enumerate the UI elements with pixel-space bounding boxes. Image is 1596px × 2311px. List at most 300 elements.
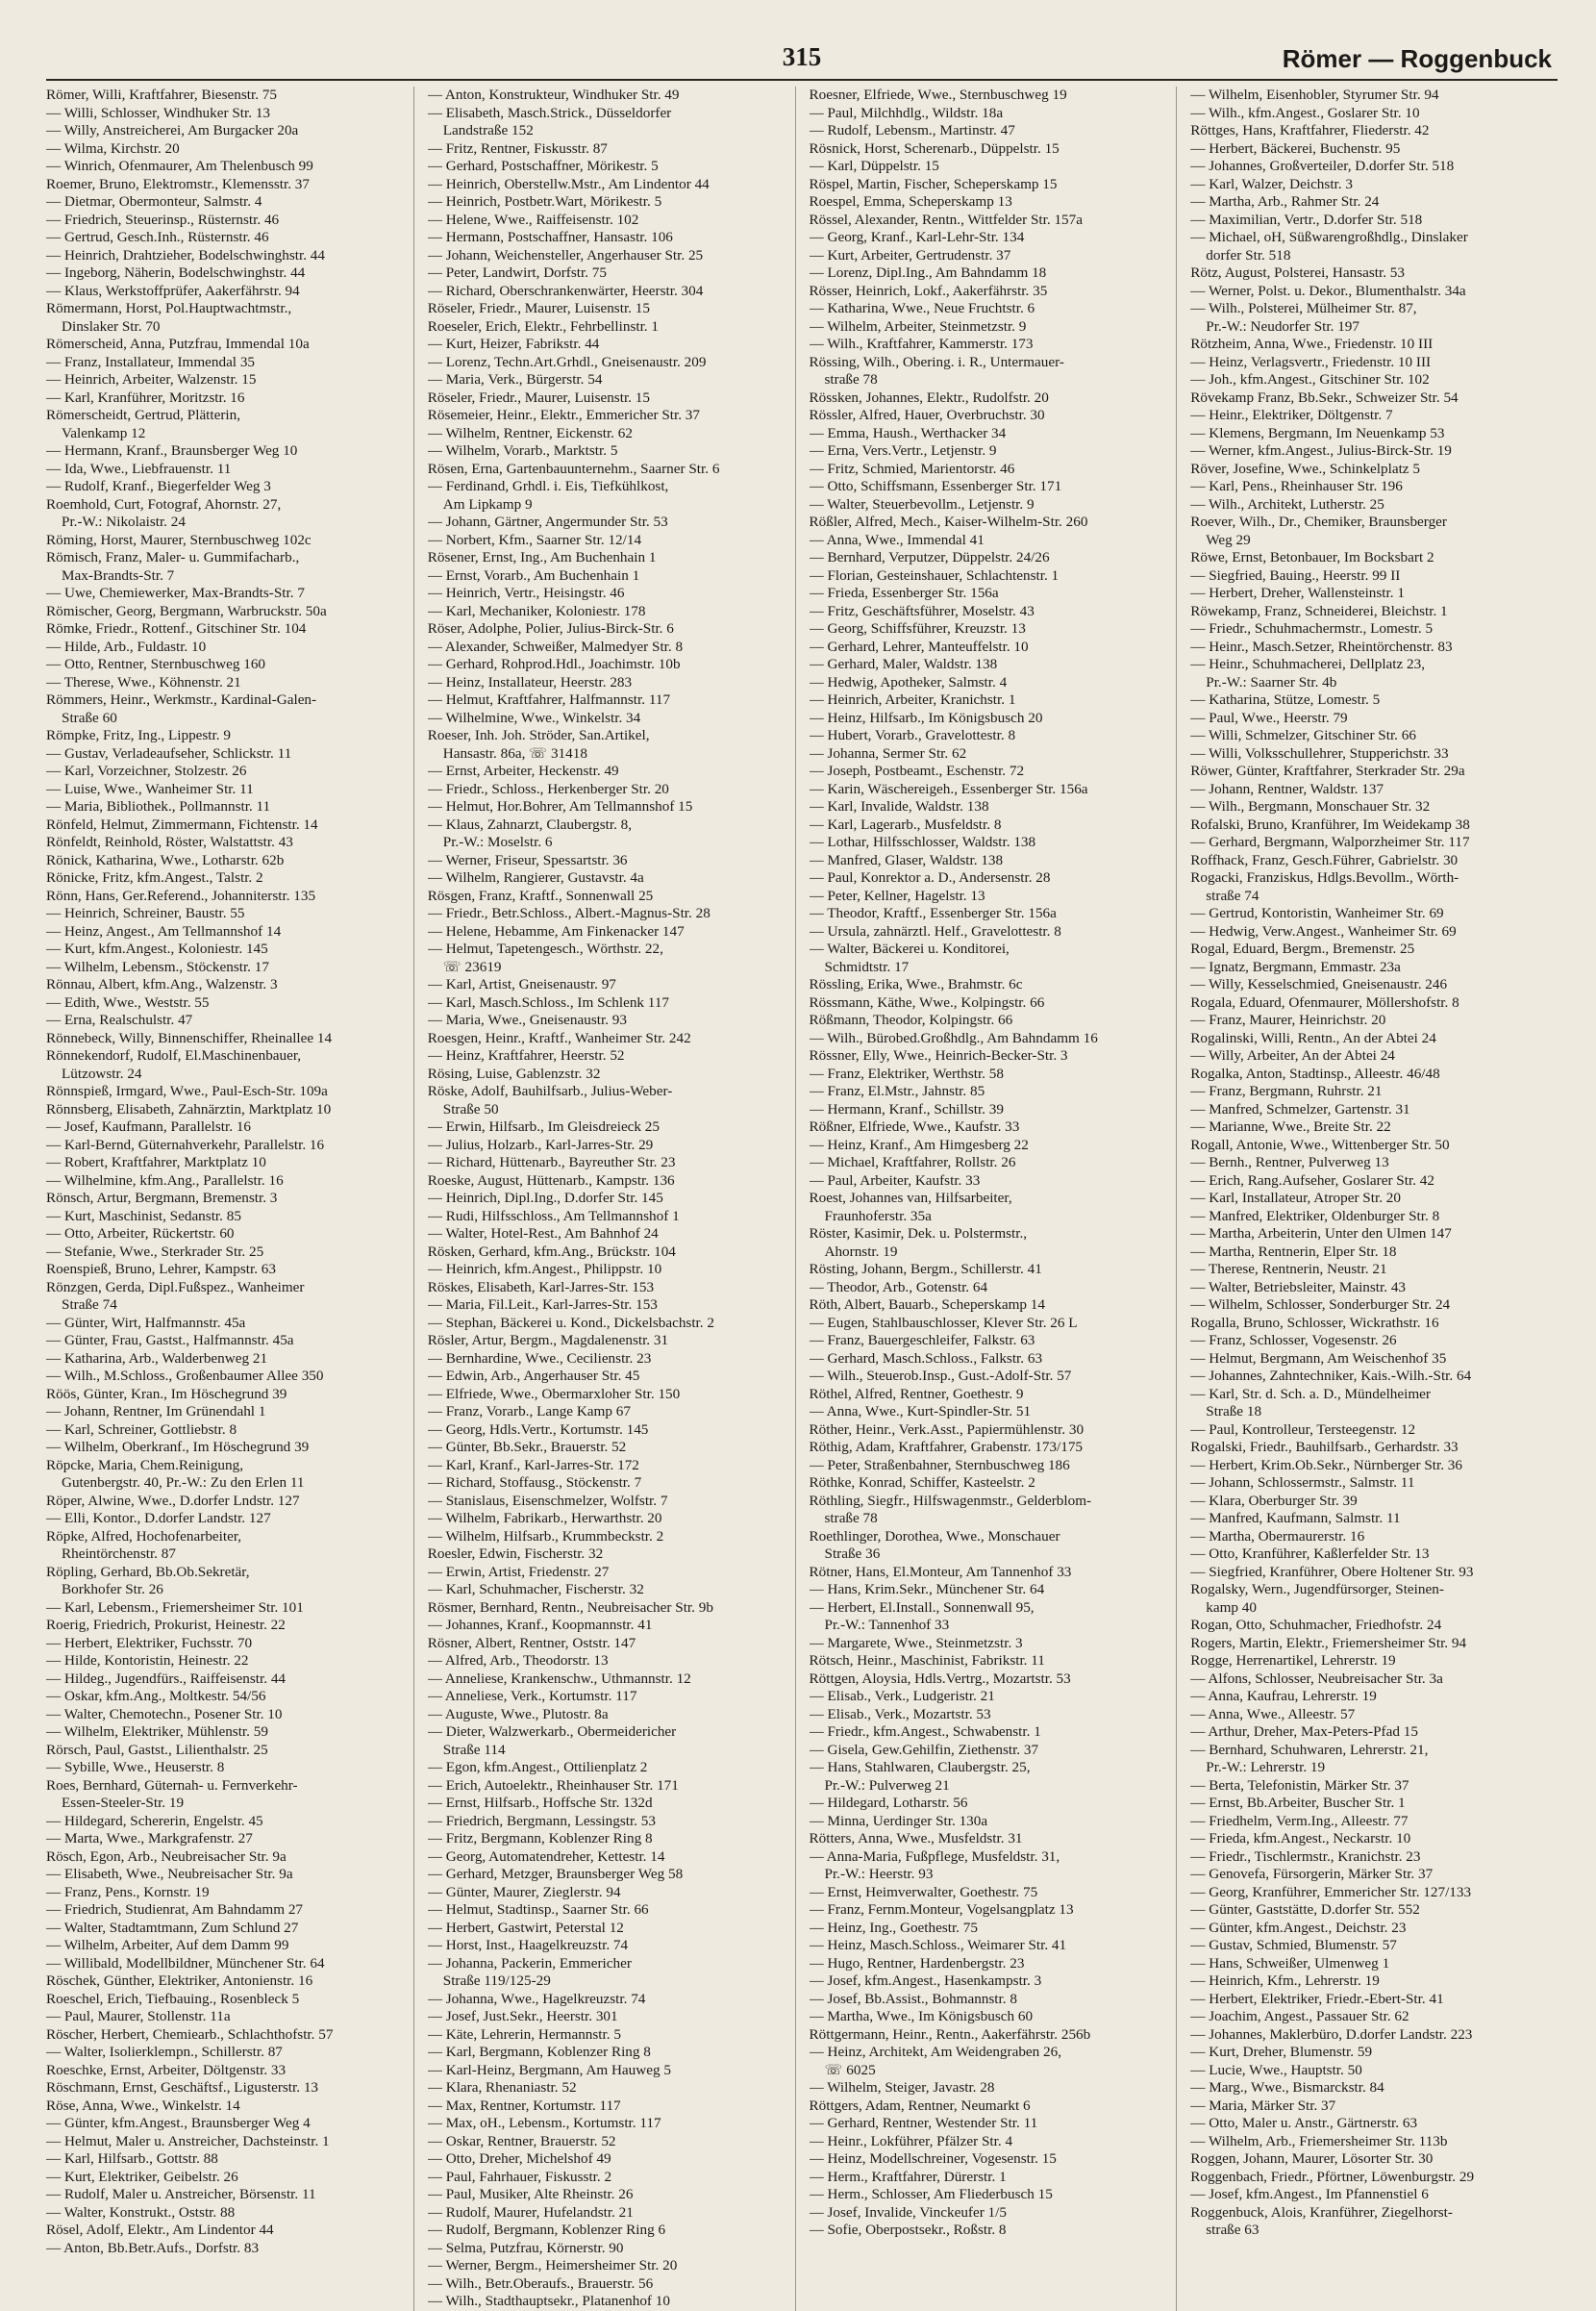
directory-entry: Rönicke, Fritz, kfm.Angest., Talstr. 2	[46, 869, 263, 886]
directory-entry: Rösen, Erna, Gartenbauunternehm., Saarner Str. 6	[427, 460, 720, 477]
directory-entry: — Hedwig, Apotheker, Salmstr. 4	[809, 673, 1008, 691]
directory-entry: Röttges, Hans, Kraftfahrer, Fliederstr. 42	[1190, 122, 1430, 138]
directory-entry: Röver, Josefine, Wwe., Schinkelplatz 5	[1190, 460, 1420, 477]
directory-entry: — Wilhelm, Steiger, Javastr. 28	[809, 2079, 995, 2096]
directory-entry: — Fritz, Schmied, Marientorstr. 46	[809, 460, 1015, 477]
directory-entry: — Wilhelm, Rangierer, Gustavstr. 4a	[427, 869, 644, 886]
directory-entry: Röös, Günter, Kran., Im Höschegrund 39	[46, 1385, 287, 1402]
directory-entry: — Kurt, Elektriker, Geibelstr. 26	[46, 2168, 238, 2185]
directory-entry: — Florian, Gesteinshauer, Schlachtenstr. 1	[809, 566, 1060, 584]
directory-entry: — Gerhard, Metzger, Braunsberger Weg 58	[427, 1866, 684, 1882]
directory-entry: — Werner, Bergm., Heimersheimer Str. 20	[427, 2257, 678, 2273]
directory-entry: — Heinrich, Kfm., Lehrerstr. 19	[1190, 1972, 1380, 1989]
directory-entry: Rövekamp Franz, Bb.Sekr., Schweizer Str. 54	[1190, 389, 1459, 406]
directory-entry: — Wilh., M.Schloss., Großenbaumer Allee 350	[46, 1368, 324, 1384]
directory-entry: — Georg, Hdls.Vertr., Kortumstr. 145	[427, 1420, 649, 1438]
directory-entry: — Anton, Konstrukteur, Windhuker Str. 49	[427, 87, 680, 103]
directory-entry: — Walter, Isolierklempn., Schillerstr. 87	[46, 2044, 283, 2060]
directory-entry: — Herbert, Krim.Ob.Sekr., Nürnberger Str. 36	[1190, 1456, 1462, 1473]
directory-entry: — Karl, Schuhmacher, Fischerstr. 32	[427, 1581, 644, 1597]
directory-entry: — Erich, Autoelektr., Rheinhauser Str. 171	[427, 1776, 679, 1794]
directory-entry: — Heinz, Modellschreiner, Vogesenstr. 15	[809, 2150, 1057, 2167]
directory-entry: — Eugen, Stahlbauschlosser, Klever Str. 26 L	[809, 1314, 1078, 1331]
directory-entry: Am Lipkamp 9	[442, 495, 533, 513]
directory-entry: ☏ 6025	[824, 2061, 876, 2078]
directory-entry: — Anna-Maria, Fußpflege, Musfeldstr. 31,	[809, 1847, 1060, 1865]
directory-entry: — Kurt, Arbeiter, Gertrudenstr. 37	[809, 246, 1011, 264]
directory-entry: — Oskar, kfm.Ang., Moltkestr. 54/56	[46, 1688, 266, 1704]
directory-entry: Ahornstr. 19	[824, 1243, 898, 1260]
directory-entry: — Werner, Polst. u. Dekor., Blumenthalstr. 34a	[1190, 282, 1466, 299]
directory-entry: — Karl, Bergmann, Koblenzer Ring 8	[427, 2044, 651, 2060]
directory-entry: — Anneliese, Krankenschw., Uthmannstr. 12	[427, 1670, 691, 1687]
directory-entry: — Marg., Wwe., Bismarckstr. 84	[1190, 2079, 1384, 2096]
directory-entry: — Johannes, Großverteiler, D.dorfer Str. 518	[1190, 158, 1455, 174]
directory-entry: — Wilhelm, Arb., Friemersheimer Str. 113b	[1190, 2132, 1448, 2149]
directory-entry: Rogalla, Bruno, Schlosser, Wickrathstr. 16	[1190, 1314, 1439, 1331]
directory-entry: — Paul, Konrektor a. D., Andersenstr. 28	[809, 869, 1051, 886]
directory-entry: — Berta, Telefonistin, Märker Str. 37	[1190, 1776, 1409, 1794]
directory-entry: — Helene, Hebamme, Am Finkenacker 147	[427, 922, 685, 940]
directory-entry: Pr.-W.: Heerstr. 93	[824, 1866, 934, 1882]
directory-entry: Dinslaker Str. 70	[62, 317, 161, 335]
directory-entry: — Heinrich, Postbetr.Wart, Mörikestr. 5	[427, 193, 662, 210]
directory-entry: Straße 36	[824, 1545, 881, 1562]
directory-entry: — Manfred, Elektriker, Oldenburger Str. 8	[1190, 1207, 1440, 1224]
directory-entry: Röse, Anna, Wwe., Winkelstr. 14	[46, 2097, 240, 2114]
directory-entry: — Johanna, Sermer Str. 62	[809, 744, 967, 762]
directory-entry: — Rudolf, Maler u. Anstreicher, Börsenstr. 11	[46, 2186, 316, 2202]
directory-entry: — Maria, Bibliothek., Pollmannstr. 11	[46, 798, 271, 815]
directory-entry: — Karl, Lebensm., Friemersheimer Str. 101	[46, 1598, 304, 1616]
directory-entry: — Rudolf, Maurer, Hufelandstr. 21	[427, 2203, 634, 2221]
directory-entry: — Wilh., Steuerob.Insp., Gust.-Adolf-Str. 57	[809, 1368, 1072, 1384]
directory-entry: — Maria, Wwe., Gneisenaustr. 93	[427, 1012, 627, 1028]
directory-entry: — Lucie, Wwe., Hauptstr. 50	[1190, 2061, 1362, 2078]
directory-entry: Roemhold, Curt, Fotograf, Ahornstr. 27,	[46, 495, 282, 513]
directory-entry: — Luise, Wwe., Wanheimer Str. 11	[46, 780, 254, 797]
directory-entry: — Heinz, Ing., Goethestr. 75	[809, 1919, 978, 1936]
directory-entry: Roes, Bernhard, Güternah- u. Fernverkehr-	[46, 1776, 298, 1794]
directory-entry: — Julius, Holzarb., Karl-Jarres-Str. 29	[427, 1136, 654, 1153]
directory-entry: — Heinrich, kfm.Angest., Philippstr. 10	[427, 1261, 662, 1277]
directory-entry: — Helmut, Maler u. Anstreicher, Dachsteinstr. 1	[46, 2132, 330, 2149]
directory-entry: — Wilhelm, Vorarb., Marktstr. 5	[427, 442, 618, 459]
directory-entry: — Willy, Anstreicherei, Am Burgacker 20a	[46, 122, 299, 138]
directory-entry: — Günter, kfm.Angest., Deichstr. 23	[1190, 1919, 1407, 1936]
directory-entry: — Gerhard, Bergmann, Walporzheimer Str. 117	[1190, 834, 1470, 850]
directory-entry: — Wilh., kfm.Angest., Goslarer Str. 10	[1190, 104, 1420, 121]
directory-entry: — Heinz, Angest., Am Tellmannshof 14	[46, 922, 282, 940]
directory-entry: — Maria, Fil.Leit., Karl-Jarres-Str. 153	[427, 1296, 658, 1313]
directory-entry: — Auguste, Wwe., Plutostr. 8a	[427, 1705, 609, 1722]
directory-entry: straße 78	[824, 1510, 878, 1526]
directory-entry: Roeseler, Erich, Elektr., Fehrbellinstr. 1	[427, 317, 659, 335]
directory-entry: Rönsch, Artur, Bergmann, Bremenstr. 3	[46, 1190, 278, 1206]
directory-entry: dorfer Str. 518	[1206, 246, 1291, 264]
directory-entry: Röth, Albert, Bauarb., Scheperskamp 14	[809, 1296, 1045, 1313]
directory-entry: — Maximilian, Vertr., D.dorfer Str. 518	[1190, 211, 1423, 228]
directory-entry: Straße 60	[62, 709, 117, 726]
directory-entry: — Wilma, Kirchstr. 20	[46, 139, 180, 157]
running-head: Römer — Roggenbuck	[1282, 44, 1552, 73]
directory-entry: — Franz, El.Mstr., Jahnstr. 85	[809, 1083, 985, 1099]
directory-entry: — Peter, Kellner, Hagelstr. 13	[809, 887, 985, 904]
directory-entry: Röming, Horst, Maurer, Sternbuschweg 102c	[46, 531, 312, 548]
directory-entry: Roerig, Friedrich, Prokurist, Heinestr. 22	[46, 1617, 286, 1633]
directory-entry: — Josef, kfm.Angest., Hasenkampstr. 3	[809, 1972, 1042, 1989]
directory-entry: Rogal, Eduard, Bergm., Bremenstr. 25	[1190, 941, 1415, 957]
directory-entry: Rönick, Katharina, Wwe., Lotharstr. 62b	[46, 851, 285, 868]
directory-entry: Roeschke, Ernst, Arbeiter, Döltgenstr. 33	[46, 2061, 287, 2078]
directory-entry: — Siegfried, Kranführer, Obere Holtener Str. 93	[1190, 1563, 1474, 1580]
directory-entry: Rönzgen, Gerda, Dipl.Fußspez., Wanheimer	[46, 1278, 305, 1295]
directory-entry: — Klara, Rhenaniastr. 52	[427, 2079, 577, 2096]
directory-entry: Rösing, Luise, Gablenzstr. 32	[427, 1065, 601, 1082]
directory-entry: Römerscheid, Anna, Putzfrau, Immendal 10a	[46, 336, 310, 352]
directory-entry: Römmers, Heinr., Werkmstr., Kardinal-Galen-	[46, 691, 317, 708]
directory-entry: Rönnekendorf, Rudolf, El.Maschinenbauer,	[46, 1047, 302, 1064]
directory-entry: — Wilh., Betr.Oberaufs., Brauerstr. 56	[427, 2274, 654, 2292]
directory-entry: — Gerhard, Maler, Waldstr. 138	[809, 656, 998, 672]
directory-entry: — Karl, Vorzeichner, Stolzestr. 26	[46, 763, 247, 779]
directory-entry: — Johanna, Packerin, Emmericher	[427, 1954, 632, 1972]
directory-entry: — Fritz, Geschäftsführer, Moselstr. 43	[809, 602, 1035, 619]
directory-entry: — Hilde, Arb., Fuldastr. 10	[46, 638, 207, 655]
directory-entry: — Minna, Uerdinger Str. 130a	[809, 1812, 988, 1829]
directory-entry: — Friedr., Betr.Schloss., Albert.-Magnus-Str. 28	[427, 905, 711, 921]
directory-entry: Rogan, Otto, Schuhmacher, Friedhofstr. 24	[1190, 1617, 1442, 1633]
directory-entry: — Hildegard, Schererin, Engelstr. 45	[46, 1812, 263, 1829]
directory-entry: Rogalski, Friedr., Bauhilfsarb., Gerhardstr. 33	[1190, 1439, 1459, 1455]
directory-entry: — Alfons, Schlosser, Neubreisacher Str. 3a	[1190, 1670, 1443, 1687]
directory-entry: — Heinrich, Arbeiter, Walzenstr. 15	[46, 371, 257, 388]
directory-entry: Straße 74	[62, 1296, 117, 1313]
directory-entry: — Karl, Kranf., Karl-Jarres-Str. 172	[427, 1456, 639, 1473]
directory-entry: — Heinz, Verlagsvertr., Friedenstr. 10 III	[1190, 353, 1432, 370]
directory-entry: — Hermann, Postschaffner, Hansastr. 106	[427, 229, 673, 245]
directory-entry: Rösmer, Bernhard, Rentn., Neubreisacher Str. 9b	[427, 1598, 713, 1616]
directory-entry: — Klemens, Bergmann, Im Neuenkamp 53	[1190, 424, 1445, 441]
directory-entry: — Gustav, Schmied, Blumenstr. 57	[1190, 1937, 1397, 1953]
directory-entry: — Ida, Wwe., Liebfrauenstr. 11	[46, 460, 232, 477]
directory-entry: — Otto, Maler u. Anstr., Gärtnerstr. 63	[1190, 2115, 1418, 2131]
directory-entry: — Ernst, Bb.Arbeiter, Buscher Str. 1	[1190, 1795, 1406, 1811]
directory-entry: — Anna, Wwe., Alleestr. 57	[1190, 1705, 1356, 1722]
directory-entry: — Otto, Kranführer, Kaßlerfelder Str. 13	[1190, 1545, 1430, 1562]
directory-entry: Rogers, Martin, Elektr., Friemersheimer Str. 94	[1190, 1634, 1467, 1651]
directory-entry: — Gisela, Gew.Gehilfin, Ziethenstr. 37	[809, 1741, 1039, 1758]
directory-entry: — Martha, Wwe., Im Königsbusch 60	[809, 2008, 1034, 2024]
directory-entry: — Paul, Milchhdlg., Wildstr. 18a	[809, 104, 1004, 121]
directory-entry: — Walter, Konstrukt., Oststr. 88	[46, 2203, 236, 2221]
directory-entry: Röspel, Martin, Fischer, Scheperskamp 15	[809, 175, 1058, 192]
directory-entry: — Theodor, Arb., Gotenstr. 64	[809, 1278, 988, 1295]
directory-entry: Rösner, Albert, Rentner, Oststr. 147	[427, 1634, 636, 1651]
directory-entry: — Johanna, Wwe., Hagelkreuzstr. 74	[427, 1990, 646, 2007]
directory-entry: — Helmut, Hor.Bohrer, Am Tellmannshof 15	[427, 798, 693, 815]
directory-entry: — Erna, Realschulstr. 47	[46, 1012, 193, 1028]
directory-entry: — Martha, Obermaurerstr. 16	[1190, 1527, 1365, 1545]
directory-entry: — Josef, Invalide, Vinckeufer 1/5	[809, 2203, 1007, 2221]
directory-entry: — Anneliese, Verk., Kortumstr. 117	[427, 1688, 637, 1704]
directory-entry: Rogalinski, Willi, Rentn., An der Abtei 24	[1190, 1029, 1436, 1046]
directory-entry: — Otto, Arbeiter, Rückertstr. 60	[46, 1225, 235, 1242]
directory-entry: — Walter, Hotel-Rest., Am Bahnhof 24	[427, 1225, 659, 1242]
directory-entry: — Dietmar, Obermonteur, Salmstr. 4	[46, 193, 262, 210]
directory-entry: — Erich, Rang.Aufseher, Goslarer Str. 42	[1190, 1171, 1434, 1189]
directory-entry: — Sybille, Wwe., Heuserstr. 8	[46, 1759, 225, 1775]
directory-entry: — Heinz, Hilfsarb., Im Königsbusch 20	[809, 709, 1043, 726]
directory-entry: — Josef, Kaufmann, Parallelstr. 16	[46, 1118, 252, 1135]
directory-entry: — Erwin, Artist, Friedenstr. 27	[427, 1563, 610, 1580]
directory-entry: Roesgen, Heinr., Kraftf., Wanheimer Str. 242	[427, 1029, 691, 1046]
directory-entry: Rönnau, Albert, kfm.Ang., Walzenstr. 3	[46, 976, 278, 992]
directory-entry: Röther, Heinr., Verk.Asst., Papiermühlenstr. 30	[809, 1420, 1085, 1438]
directory-entry: Roeske, August, Hüttenarb., Kampstr. 136	[427, 1171, 675, 1189]
directory-entry: — Gerhard, Rohprod.Hdl., Joachimstr. 10b	[427, 656, 681, 672]
directory-entry: Röttgermann, Heinr., Rentn., Aakerfährstr. 256b	[809, 2025, 1091, 2043]
directory-entry: — Günter, Wirt, Halfmannstr. 45a	[46, 1314, 246, 1331]
directory-entry: — Georg, Kranf., Karl-Lehr-Str. 134	[809, 229, 1025, 245]
directory-entry: — Karl-Bernd, Güternahverkehr, Parallelstr. 16	[46, 1136, 325, 1153]
directory-entry: Rönfeldt, Reinhold, Röster, Walstattstr. 43	[46, 834, 293, 850]
directory-entry: Röster, Kasimir, Dek. u. Polstermstr.,	[809, 1225, 1028, 1242]
directory-entry: — Katharina, Stütze, Lomestr. 5	[1190, 691, 1381, 708]
directory-entry: — Wilhelm, Arbeiter, Steinmetzstr. 9	[809, 317, 1027, 335]
directory-entry: — Hubert, Vorarb., Gravelottestr. 8	[809, 727, 1016, 743]
directory-entry: — Karl, Artist, Gneisenaustr. 97	[427, 976, 616, 992]
directory-entry: Rössmann, Käthe, Wwe., Kolpingstr. 66	[809, 993, 1045, 1011]
directory-entry: — Margarete, Wwe., Steinmetzstr. 3	[809, 1634, 1023, 1651]
directory-entry: Röper, Alwine, Wwe., D.dorfer Lndstr. 127	[46, 1492, 300, 1509]
directory-entry: — Heinz, Kranf., Am Himgesberg 22	[809, 1136, 1029, 1153]
directory-entry: — Walter, Stadtamtmann, Zum Schlund 27	[46, 1919, 299, 1936]
directory-entry: Röseler, Friedr., Maurer, Luisenstr. 15	[427, 300, 650, 316]
directory-entry: — Rudolf, Kranf., Biegerfelder Weg 3	[46, 478, 271, 494]
directory-entry: Röschmann, Ernst, Geschäftsf., Ligusterstr. 13	[46, 2079, 319, 2096]
directory-entry: — Wilhelm, Oberkranf., Im Höschegrund 39	[46, 1439, 310, 1455]
directory-entry: — Edith, Wwe., Weststr. 55	[46, 993, 210, 1011]
directory-entry: — Karl, Masch.Schloss., Im Schlenk 117	[427, 993, 670, 1011]
directory-entry: — Stefanie, Wwe., Sterkrader Str. 25	[46, 1243, 264, 1260]
directory-entry: Röscher, Herbert, Chemiearb., Schlachthofstr. 57	[46, 2025, 334, 2043]
directory-entry: — Bernhardine, Wwe., Cecilienstr. 23	[427, 1349, 652, 1367]
page-number: 315	[782, 42, 822, 71]
directory-entry: — Sofie, Oberpostsekr., Roßstr. 8	[809, 2222, 1007, 2238]
directory-entry: — Franz, Installateur, Immendal 35	[46, 353, 256, 370]
directory-entry: Roggenbuck, Alois, Kranführer, Ziegelhorst-	[1190, 2203, 1453, 2221]
directory-entry: Röttgen, Aloysia, Hdls.Vertrg., Mozartstr. 53	[809, 1670, 1071, 1687]
directory-entry: — Otto, Rentner, Sternbuschweg 160	[46, 656, 266, 672]
directory-entry: — Karl, Walzer, Deichstr. 3	[1190, 175, 1353, 192]
directory-entry: — Manfred, Kaufmann, Salmstr. 11	[1190, 1510, 1401, 1526]
directory-entry: — Paul, Arbeiter, Kaufstr. 33	[809, 1171, 981, 1189]
directory-entry: — Selma, Putzfrau, Körnerstr. 90	[427, 2239, 624, 2256]
directory-entry: — Willi, Volksschullehrer, Stupperichstr. 33	[1190, 744, 1449, 762]
directory-entry: Rösel, Adolf, Elektr., Am Lindentor 44	[46, 2222, 274, 2238]
directory-entry: — Richard, Hüttenarb., Bayreuther Str. 23	[427, 1154, 676, 1170]
directory-entry: — Heinz, Architekt, Am Weidengraben 26,	[809, 2044, 1062, 2060]
directory-entry: Roggen, Johann, Maurer, Lösorter Str. 30	[1190, 2150, 1434, 2167]
directory-entry: — Hilde, Kontoristin, Heinestr. 22	[46, 1652, 249, 1669]
directory-entry: — Joseph, Postbeamt., Eschenstr. 72	[809, 763, 1025, 779]
directory-entry: — Heinr., Masch.Setzer, Rheintörchenstr. 83	[1190, 638, 1453, 655]
directory-entry: Rötz, August, Polsterei, Hansastr. 53	[1190, 264, 1405, 281]
directory-entry: Hansastr. 86a, ☏ 31418	[442, 744, 587, 762]
directory-entry: — Karl-Heinz, Bergmann, Am Hauweg 5	[427, 2061, 671, 2078]
directory-entry: — Otto, Schiffsmann, Essenberger Str. 171	[809, 478, 1062, 494]
directory-entry: Rössing, Wilh., Obering. i. R., Untermauer-	[809, 353, 1064, 370]
directory-entry: — Heinrich, Arbeiter, Kranichstr. 1	[809, 691, 1016, 708]
directory-entry: — Heinrich, Dipl.Ing., D.dorfer Str. 145	[427, 1190, 663, 1206]
directory-entry: Römke, Friedr., Rottenf., Gitschiner Str. 104	[46, 620, 307, 637]
directory-entry: — Walter, Betriebsleiter, Mainstr. 43	[1190, 1278, 1407, 1295]
directory-entry: — Edwin, Arb., Angerhauser Str. 45	[427, 1368, 640, 1384]
directory-entry: Rönfeld, Helmut, Zimmermann, Fichtenstr. 14	[46, 816, 318, 833]
directory-entry: Pr.-W.: Lehrerstr. 19	[1206, 1759, 1326, 1775]
directory-entry: — Siegfried, Bauing., Heerstr. 99 II	[1190, 566, 1401, 584]
directory-entry: Rogalsky, Wern., Jugendfürsorger, Steinen-	[1190, 1581, 1444, 1597]
directory-entry: — Hermann, Kranf., Schillstr. 39	[809, 1100, 1004, 1118]
directory-entry: Roespel, Emma, Scheperskamp 13	[809, 193, 1012, 210]
directory-entry: Röthel, Alfred, Rentner, Goethestr. 9	[809, 1385, 1024, 1402]
column-2	[428, 87, 796, 2311]
directory-entry: — Richard, Oberschrankenwärter, Heerstr. 304	[427, 282, 704, 299]
directory-entry: — Marianne, Wwe., Breite Str. 22	[1190, 1118, 1391, 1135]
directory-entry: Rönnebeck, Willy, Binnenschiffer, Rheinallee 14	[46, 1029, 333, 1046]
directory-entry: Gutenbergstr. 40, Pr.-W.: Zu den Erlen 11	[62, 1474, 305, 1491]
directory-entry: — Erna, Vers.Vertr., Letjenstr. 9	[809, 442, 997, 459]
directory-entry: — Herbert, Elektriker, Fuchsstr. 70	[46, 1634, 253, 1651]
directory-entry: — Günter, Frau, Gastst., Halfmannstr. 45a	[46, 1332, 294, 1348]
directory-entry: — Heinz, Masch.Schloss., Weimarer Str. 41	[809, 1937, 1067, 1953]
directory-entry: — Walter, Steuerbevollm., Letjenstr. 9	[809, 495, 1035, 513]
directory-entry: — Heinrich, Vertr., Heisingstr. 46	[427, 585, 625, 601]
directory-entry: — Klara, Oberburger Str. 39	[1190, 1492, 1358, 1509]
directory-entry: Rötsch, Heinr., Maschinist, Fabrikstr. 11	[809, 1652, 1045, 1669]
directory-entry: — Karl, Pens., Rheinhauser Str. 196	[1190, 478, 1403, 494]
directory-entry: Römerscheidt, Gertrud, Plätterin,	[46, 407, 241, 423]
directory-entry: Straße 50	[442, 1100, 499, 1118]
directory-entry: — Josef, kfm.Angest., Im Pfannenstiel 6	[1190, 2186, 1429, 2202]
directory-entry: — Franz, Schlosser, Vogesenstr. 26	[1190, 1332, 1397, 1348]
directory-entry: Röttgers, Adam, Rentner, Neumarkt 6	[809, 2097, 1031, 2114]
directory-entry: — Bernhard, Schuhwaren, Lehrerstr. 21,	[1190, 1741, 1429, 1758]
directory-entry: — Genovefa, Fürsorgerin, Märker Str. 37	[1190, 1866, 1434, 1882]
directory-entry: — Willi, Schmelzer, Gitschiner Str. 66	[1190, 727, 1416, 743]
directory-entry: — Erwin, Hilfsarb., Im Gleisdreieck 25	[427, 1118, 660, 1135]
directory-entry: Pr.-W.: Neudorfer Str. 197	[1206, 317, 1359, 335]
directory-entry: — Herm., Schlosser, Am Fliederbusch 15	[809, 2186, 1053, 2202]
directory-entry: — Wilhelm, Eisenhobler, Styrumer Str. 94	[1190, 87, 1439, 103]
directory-entry: — Martha, Rentnerin, Elper Str. 18	[1190, 1243, 1397, 1260]
directory-entry: Röthig, Adam, Kraftfahrer, Grabenstr. 173/175	[809, 1439, 1084, 1455]
directory-entry: — Klaus, Zahnarzt, Claubergstr. 8,	[427, 816, 633, 833]
directory-entry: — Paul, Kontrolleur, Tersteegenstr. 12	[1190, 1420, 1416, 1438]
directory-entry: Roesler, Edwin, Fischerstr. 32	[427, 1545, 604, 1562]
directory-entry: Röwe, Ernst, Betonbauer, Im Bocksbart 2	[1190, 549, 1434, 565]
directory-entry: — Maria, Verk., Bürgerstr. 54	[427, 371, 603, 388]
directory-entry: — Franz, Elektriker, Werthstr. 58	[809, 1065, 1004, 1082]
directory-entry: — Paul, Wwe., Heerstr. 79	[1190, 709, 1348, 726]
directory-entry: Rofalski, Bruno, Kranführer, Im Weidekamp 38	[1190, 816, 1470, 833]
directory-entry: — Wilhelm, Lebensm., Stöckenstr. 17	[46, 958, 269, 975]
directory-entry: Rösch, Egon, Arb., Neubreisacher Str. 9a	[46, 1847, 287, 1865]
directory-entry: — Herbert, Gastwirt, Peterstal 12	[427, 1919, 624, 1936]
directory-entry: Rogall, Antonie, Wwe., Wittenberger Str. 50	[1190, 1136, 1450, 1153]
directory-entry: kamp 40	[1206, 1598, 1257, 1616]
directory-entry: — Friedr., Schloss., Herkenberger Str. 20	[427, 780, 669, 797]
directory-entry: Rösting, Johann, Bergm., Schillerstr. 41	[809, 1261, 1042, 1277]
directory-entry: — Ernst, Heimverwalter, Goethestr. 75	[809, 1883, 1038, 1900]
directory-entry: Rösken, Gerhard, kfm.Ang., Brückstr. 104	[427, 1243, 676, 1260]
directory-entry: — Heinr., Schuhmacherei, Dellplatz 23,	[1190, 656, 1426, 672]
directory-entry: — Franz, Pens., Kornstr. 19	[46, 1883, 210, 1900]
directory-entry: — Franz, Fernm.Monteur, Vogelsangplatz 13	[809, 1901, 1074, 1918]
column-4	[1190, 87, 1558, 2311]
directory-entry: ☏ 23619	[442, 958, 502, 975]
column-3	[810, 87, 1178, 2311]
directory-entry: — Günter, Maurer, Zieglerstr. 94	[427, 1883, 621, 1900]
directory-entry: — Karin, Wäschereigeh., Essenberger Str. 156a	[809, 780, 1088, 797]
directory-entry: — Willi, Schlosser, Windhuker Str. 13	[46, 104, 271, 121]
directory-entry: — Marta, Wwe., Markgrafenstr. 27	[46, 1830, 253, 1846]
directory-entry: — Herm., Kraftfahrer, Dürerstr. 1	[809, 2168, 1007, 2185]
directory-entry: — Max, oH., Lebensm., Kortumstr. 117	[427, 2115, 661, 2131]
directory-entry: — Max, Rentner, Kortumstr. 117	[427, 2097, 621, 2114]
directory-entry: — Paul, Fahrhauer, Fiskusstr. 2	[427, 2168, 612, 2185]
directory-entry: — Kurt, kfm.Angest., Koloniestr. 145	[46, 941, 268, 957]
directory-entry: Pr.-W.: Pulverweg 21	[824, 1776, 950, 1794]
directory-entry: Roever, Wilh., Dr., Chemiker, Braunsberger	[1190, 514, 1447, 530]
directory-entry: — Günter, kfm.Angest., Braunsberger Weg 4	[46, 2115, 311, 2131]
directory-entry: Rogacki, Franziskus, Hdlgs.Bevollm., Wörth-	[1190, 869, 1459, 886]
directory-entry: — Willy, Arbeiter, An der Abtei 24	[1190, 1047, 1395, 1064]
directory-entry: — Anna, Wwe., Immendal 41	[809, 531, 985, 548]
directory-entry: — Bernh., Rentner, Pulverweg 13	[1190, 1154, 1389, 1170]
directory-entry: — Hermann, Kranf., Braunsberger Weg 10	[46, 442, 298, 459]
directory-entry: — Fritz, Bergmann, Koblenzer Ring 8	[427, 1830, 653, 1846]
directory-entry: Rötner, Hans, El.Monteur, Am Tannenhof 33	[809, 1563, 1072, 1580]
directory-entry: — Anna, Wwe., Kurt-Spindler-Str. 51	[809, 1403, 1032, 1419]
directory-entry: Röseler, Friedr., Maurer, Luisenstr. 15	[427, 389, 650, 406]
directory-entry: — Heinr., Lokführer, Pfälzer Str. 4	[809, 2132, 1013, 2149]
column-1	[46, 87, 414, 2311]
directory-entry: — Hildegard, Lotharstr. 56	[809, 1795, 968, 1811]
directory-entry: — Heinz, Installateur, Heerstr. 283	[427, 673, 633, 691]
directory-entry: — Klaus, Werkstoffprüfer, Aakerfährstr. 94	[46, 282, 300, 299]
directory-entry: Römermann, Horst, Pol.Hauptwachtmstr.,	[46, 300, 292, 316]
directory-entry: Röthke, Konrad, Schiffer, Kasteelstr. 2	[809, 1474, 1035, 1491]
directory-entry: Röpke, Alfred, Hochofenarbeiter,	[46, 1527, 242, 1545]
directory-entry: — Therese, Wwe., Köhnenstr. 21	[46, 673, 241, 691]
directory-entry: Pr.-W.: Saarner Str. 4b	[1206, 673, 1337, 691]
directory-entry: — Wilh., Stadthauptsekr., Platanenhof 10	[427, 2293, 670, 2309]
directory-entry: — Manfred, Schmelzer, Gartenstr. 31	[1190, 1100, 1410, 1118]
directory-entry: — Alexander, Schweißer, Malmedyer Str. 8	[427, 638, 684, 655]
directory-entry: Pr.-W.: Moselstr. 6	[442, 834, 553, 850]
directory-entry: Rößler, Alfred, Mech., Kaiser-Wilhelm-Str. 260	[809, 514, 1088, 530]
directory-entry: — Gerhard, Postschaffner, Mörikestr. 5	[427, 158, 659, 174]
directory-entry: — Horst, Inst., Haagelkreuzstr. 74	[427, 1937, 629, 1953]
directory-entry: — Willibald, Modellbildner, Münchener Str. 64	[46, 1954, 325, 1972]
directory-entry: — Gerhard, Lehrer, Manteuffelstr. 10	[809, 638, 1029, 655]
directory-entry: — Heinr., Elektriker, Döltgenstr. 7	[1190, 407, 1393, 423]
directory-entry: Rönnspieß, Irmgard, Wwe., Paul-Esch-Str. 109a	[46, 1083, 328, 1099]
directory-entry: — Uwe, Chemiewerker, Max-Brandts-Str. 7	[46, 585, 305, 601]
directory-entry: Fraunhoferstr. 35a	[824, 1207, 932, 1224]
